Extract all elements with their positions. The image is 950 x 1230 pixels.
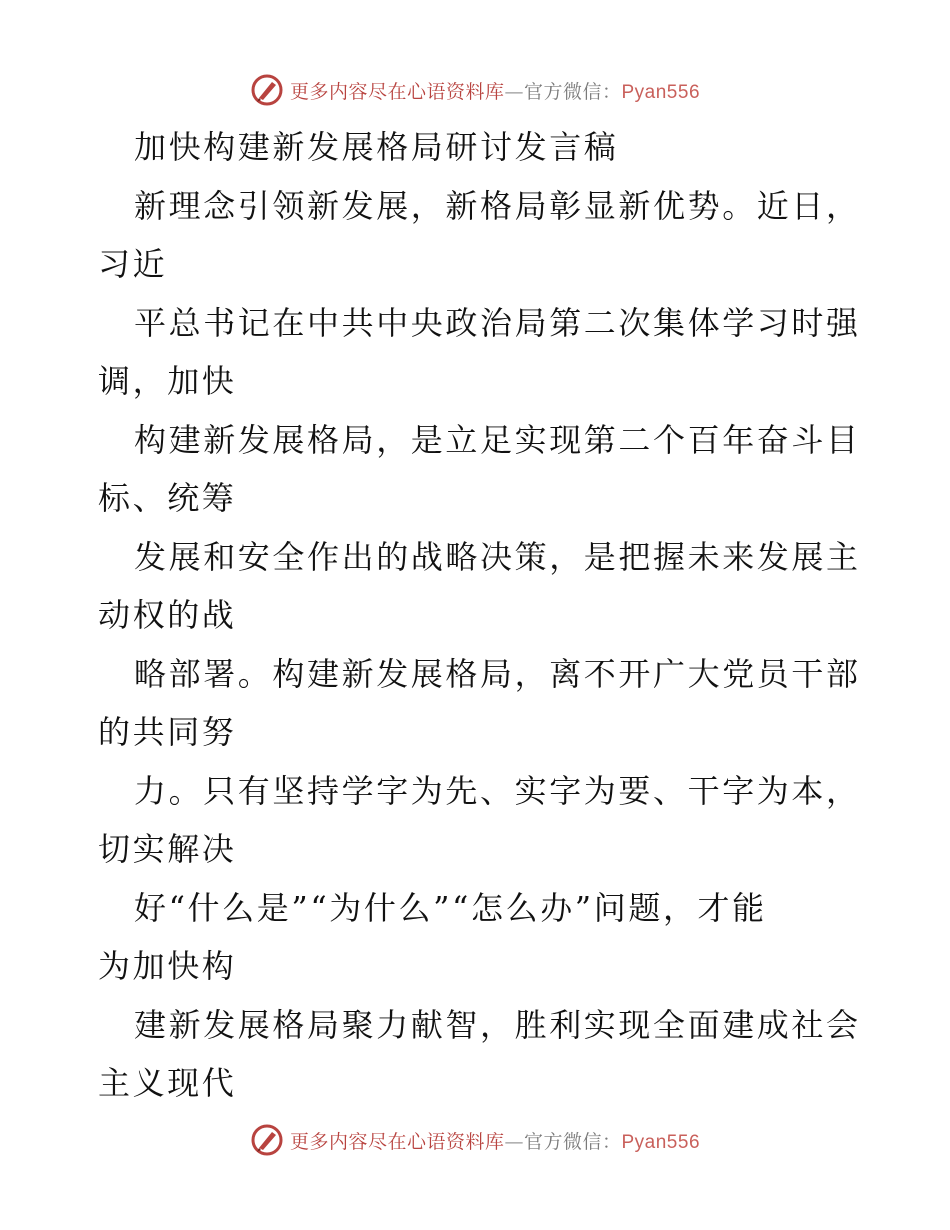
- banner-wechat-label: 官方微信：: [523, 1130, 622, 1153]
- pen-logo-icon: [250, 73, 284, 107]
- pen-logo-icon: [250, 1123, 284, 1157]
- banner-dash: —: [504, 1130, 524, 1153]
- text-line: 动权的战: [98, 596, 237, 634]
- banner-wechat-id: Pyan556: [621, 1131, 701, 1153]
- text-line: 切实解决: [98, 830, 237, 868]
- text-line: 调，加快: [98, 362, 237, 400]
- text-line: 建新发展格局聚力献智，胜利实现全面建成社会: [134, 1006, 861, 1044]
- banner-site-name: 更多内容尽在心语资料库: [289, 1130, 505, 1153]
- banner-text: [290, 1127, 700, 1154]
- text-line: 标、统筹: [98, 479, 237, 517]
- text-line: 发展和安全作出的战略决策，是把握未来发展主: [134, 538, 861, 576]
- banner-wechat-label: 官方微信：: [523, 80, 622, 103]
- banner-dash: —: [504, 80, 524, 103]
- banner-site-name: 更多内容尽在心语资料库: [289, 80, 505, 103]
- text-line: 构建新发展格局，是立足实现第二个百年奋斗目: [134, 421, 861, 459]
- text-line: 主义现代: [98, 1064, 237, 1102]
- text-line: 为加快构: [98, 947, 237, 985]
- document-title: 加快构建新发展格局研讨发言稿: [134, 128, 619, 166]
- header-banner: [0, 70, 950, 110]
- text-line: 力。只有坚持学字为先、实字为要、干字为本，: [134, 772, 861, 810]
- text-line: 略部署。构建新发展格局，离不开广大党员干部: [134, 655, 861, 693]
- text-line: 好“什么是”“为什么”“怎么办”问题，才能: [134, 889, 767, 927]
- text-line: 新理念引领新发展，新格局彰显新优势。近日，: [134, 187, 861, 225]
- banner-wechat-id: Pyan556: [621, 81, 701, 103]
- text-line: 的共同努: [98, 713, 237, 751]
- footer-banner: [0, 1120, 950, 1160]
- banner-text: [290, 77, 700, 104]
- text-line: 习近: [98, 245, 168, 283]
- text-line: 平总书记在中共中央政治局第二次集体学习时强: [134, 304, 861, 342]
